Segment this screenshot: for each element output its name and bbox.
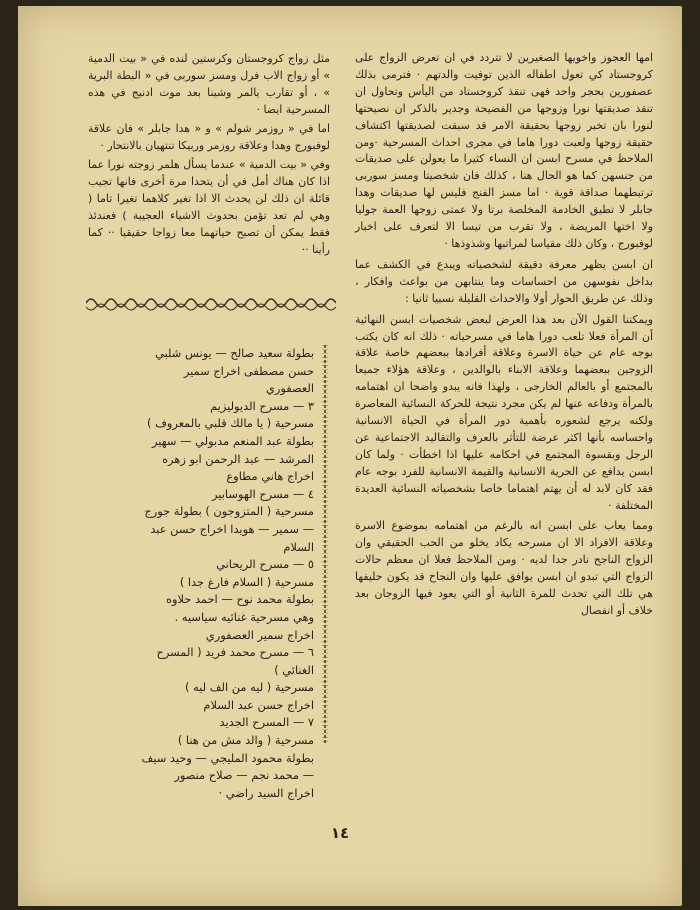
listing-line: السلام: [283, 539, 314, 554]
listing-line: بطولة محمد نوح — احمد حلاوه: [166, 592, 314, 607]
listing-line: مسرحية ( والد مش من هنا ): [177, 733, 314, 748]
listing-line: اخراج السيد راضي ·: [218, 785, 314, 800]
page-number: ١٤: [330, 824, 350, 842]
listing-line: — سمير — هويدا اخراج حسن عبد: [150, 521, 314, 536]
decorative-divider: [86, 293, 336, 313]
listing-line: العصفوري: [265, 381, 314, 396]
listing-line: وهي مسرحية غنائيه سياسيه .: [174, 609, 314, 624]
listing-line: مسرحية ( المتزوجون ) بطولة جورج: [144, 504, 314, 519]
paragraph: ان ابسن يظهر معرفة دقيقة لشخصياته ويبدع في الكشف عما بداخل نفوسهن من احساسات وما ينتابهن من بواعث وافكار ، وذلك عن طريق الحوار أولا والاحداث القليلة نسبيا ثانيا :: [355, 257, 653, 305]
listing-line: اخراج حسن عبد السلام: [203, 697, 314, 712]
paragraph: مثل زواج كروجستان وكرستين لنده في « بيت الدمية » أو زواج الاب فرل ومسز سوربى في « البطة البرية » ، أو تقارب يالمر وشينا بعد موت ادنيج في هذه المسرحية ايضا ·: [88, 52, 330, 116]
listing-line: اخراج سمير العصفوري: [205, 627, 314, 642]
right-text-column: [355, 50, 653, 624]
listing-line: اخراج هاني مطاوع: [226, 469, 314, 484]
paragraph: ومما يعاب على ابسن انه بالرغم من اهتمامه بموضوع الاسرة وعلاقة الافراد الا ان مسرحه يكاد يخلو من الحب الحقيقي وان الزواج الناجح نادر جدا لديه · ومن الملاحظ فعلا ان معظم حالات الزواج التي تبدو ان ابسن يوافق عليها وان النجاح قد يكون حليفها هي تلك التي تحدث للمرة الثانية أو التي يعود فيها الزوجان بعد خلاف أو انفصال: [355, 519, 653, 617]
listing-line: مسرحية ( يا مالك قلبي بالمعروف ): [147, 416, 314, 431]
paragraph: ويمكننا القول الآن بعد هذا العرض لبعض شخصيات ابسن النهائية أن المرأة فعلا تلعب دورا هاما في مسرحياته · ذلك انه كان يكتب بوجه عام عن حياة الاسرة وعلاقة أفرادها ببعضهم خاصة علاقة الزوجين ببعضهما وعلاقة الابناء بالوالدين ، وعلاقة هؤلاء جميعا بالمجتمع أو بالعالم الخارجى ، ولهذا فانه يبدو واضحا ان اهتمامه بالمرأة ودفاعه عنها لم يكن مجرد نتيجة للحركة النسائية المعاصرة ولكنه يرجع لشعوره بأهمية دور المرأة في الحياة الانسانية واحساسه بأنها اكثر عرضة للتأثر بالعرف والتقاليد الاجتماعية عن الرجل وبقسوة المجتمع في احكامه عليها اذا اخطأت · ولما كان ابسن يدافع عن الحرية الانسانية والقيمة الانسانية للفرد بوجه عام فقد كان لابد له أن يهتم اهتماما خاصا بشخصياته النسائية العديدة المختلفة ·: [355, 312, 653, 512]
paragraph: وفي « بيت الدمية » عندما يسأل هلمر زوجته نورا عما اذا كان هناك أمل في أن يتحدا مرة أخرى فانها تجيب قائلة ان ذلك لن يحدث الا اذا تغير كلاهما تغيرا تاما ( وهي لم تعد تؤمن بحدوث الاشياء العجيبة ) فعندئذ فقط يمكن أن تصبح حياتهما معا زواجا حقيقيا ·· كما رأينا ··: [88, 158, 330, 256]
listing-line: ٥ — مسرح الريحاني: [216, 557, 314, 572]
listing-line: مسرحية ( ليه من الف ليه ): [185, 680, 314, 695]
listing-line: بطولة محمود المليجي — وحيد سيف: [141, 750, 314, 765]
listing-line: بطولة سعيد صالح — يونس شلبي: [155, 346, 314, 360]
theatre-listing: [104, 345, 314, 802]
listing-line: بطولة عبد المنعم مدبولي — سهير: [151, 433, 314, 448]
listing-line: ٦ — مسرح محمد فريد ( المسرح: [156, 645, 314, 660]
listing-line: الغنائي ): [274, 662, 314, 677]
paragraph: امها العجوز واخويها الصغيرين لا تتردد في ان تعرض الزواج على كروجستاد كي تعول اطفاله الذين توفيت والدتهم · فترمى بذلك عصفورين بحجر واحد فهى تنقذ كروجستاد من اليأس وتحاول ان تنقذ صديقتها نورا وزوجها من الفضيحة وجدير بالذكر ان نصيحتها لنورا بان تخبر زوجها بحقيقة الامر قد سبقت لصديقتها اكتشاف حقيقة زوجها ولعبت دورا هاما في مجرى احداث المسرحية ·ومن الملاحظ في مسرح ابسن ان النساء كثيرا ما يعولن على صديقات من جنسهن كما هو الحال هنا ، كذلك فان شخصيتا ومسز سوربى ترتبطهما صداقة قوية · اما مسز الفنج فليس لها صديقات وهدا جابلر لا تطيق الخادمة المخلصة برتا ولا عمتى زوجها العمة جوليا ولا اختها المريضة ، ولا تقرب من تيسا الا لتعرف على اخبار لوفبورج ، وكان ذلك مقياسا لمراتبها وشذوذها ·: [355, 51, 653, 250]
listing-line: ٧ — المسرح الجديد: [219, 715, 314, 730]
left-text-column: [88, 50, 330, 260]
listing-line: — محمد نجم — صلاح منصور: [174, 768, 314, 783]
listing-line: المرشد — عبد الرحمن ابو زهره: [162, 451, 314, 466]
listing-line: مسرحية ( السلام فارغ جدا ): [179, 574, 314, 589]
listing-line: حسن مصطفى اخراج سمير: [183, 363, 314, 378]
column-divider: [322, 345, 328, 745]
listing-line: ٤ — مسرح الهوسابير: [212, 486, 314, 501]
listing-line: ٣ — مسرح الديوليزيم: [210, 398, 314, 413]
paragraph: اما في « روزمر شولم » و « هدا جابلر » فان علاقة لوفبورج وهدا وعلاقة روزمر وربيكا تنتهيان بالانتحار ·: [88, 122, 330, 152]
